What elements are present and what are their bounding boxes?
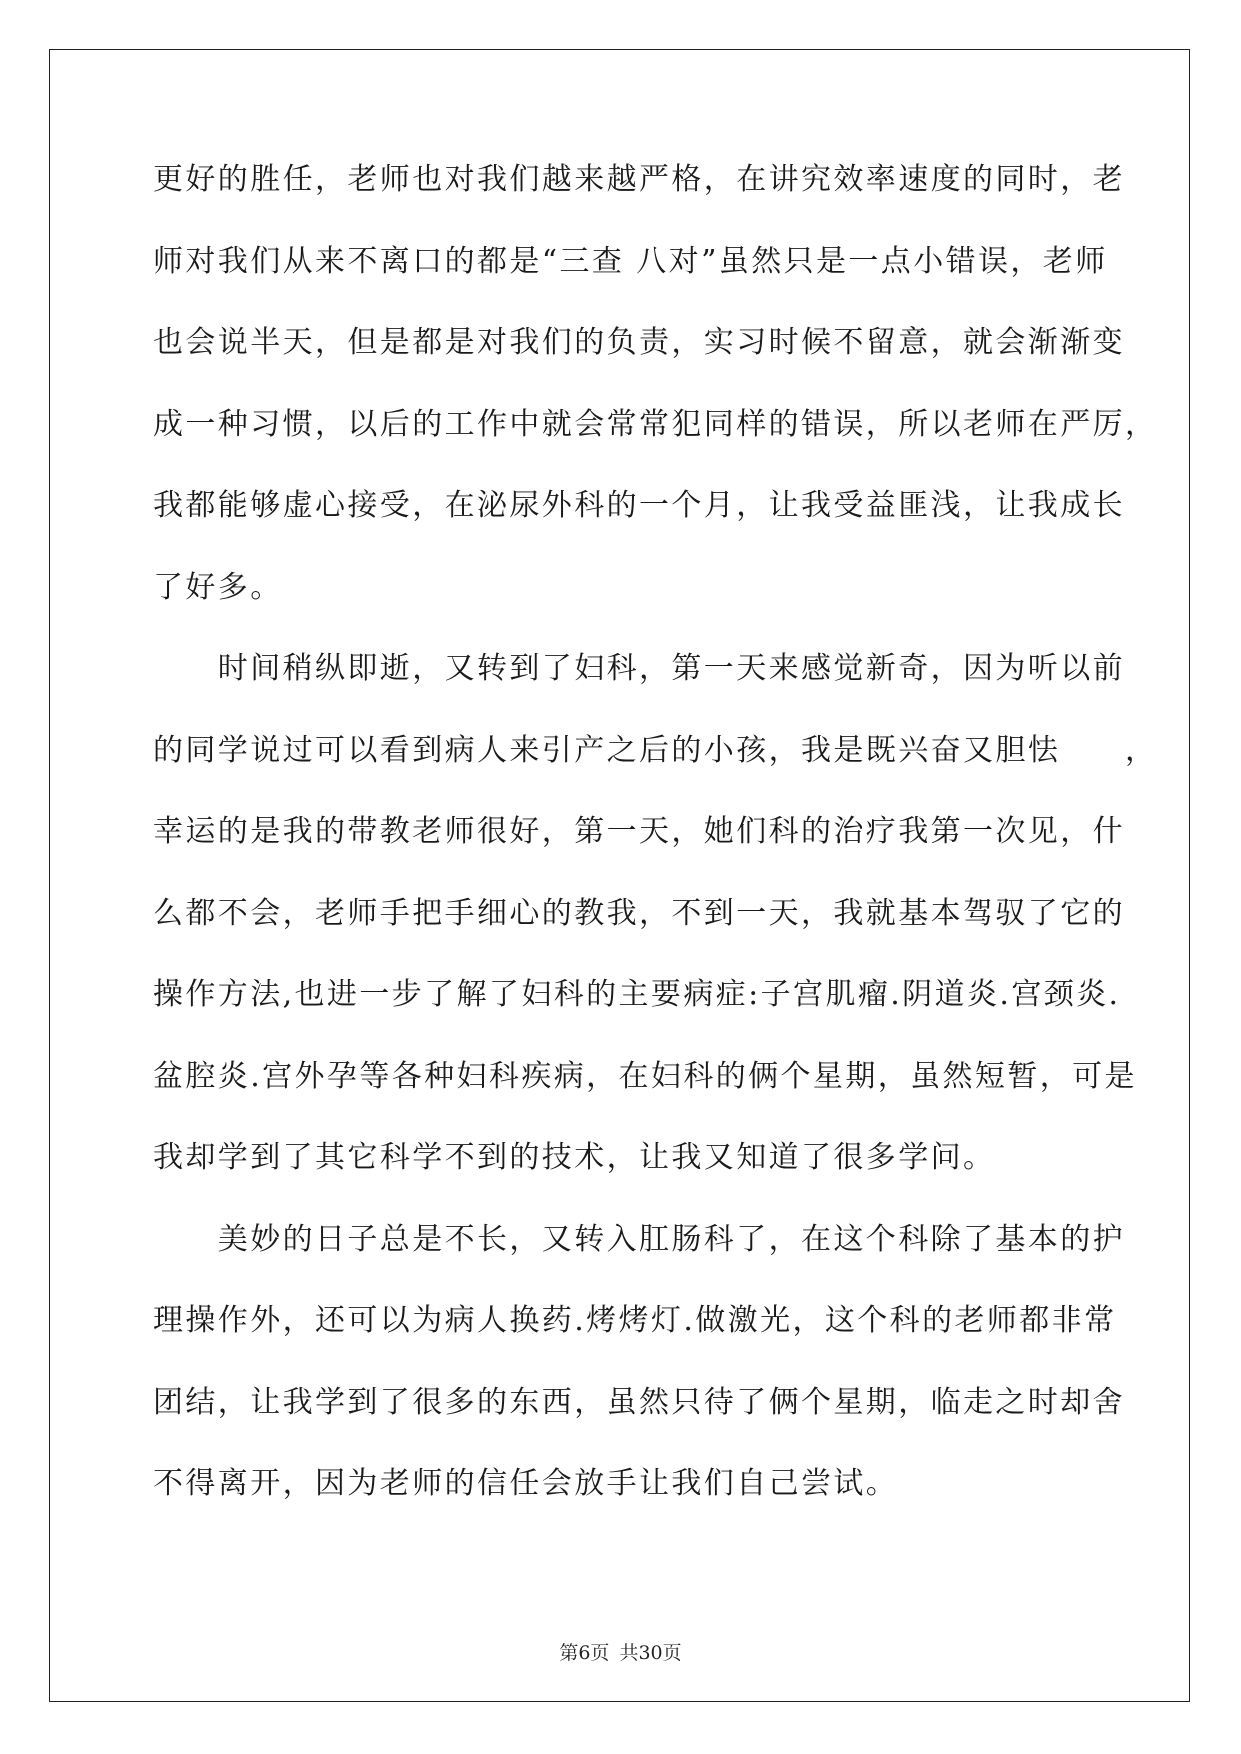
text-line: 美妙的日子总是不长，又转入肛肠科了，在这个科除了基本的护 xyxy=(153,1221,1125,1257)
text-line: 了好多。 xyxy=(153,569,283,605)
text-line: 操作方法,也进一步了解了妇科的主要病症:子宫肌瘤.阴道炎.宫颈炎. xyxy=(153,977,1121,1012)
text-line: 的同学说过可以看到病人来引产之后的小孩，我是既兴奋又胆怯 ， xyxy=(153,732,1158,768)
text-line: 么都不会，老师手把手细心的教我，不到一天，我就基本驾驭了它的 xyxy=(153,895,1125,931)
text-line: 也会说半天，但是都是对我们的负责，实习时候不留意，就会渐渐变 xyxy=(153,325,1125,360)
text-line: 理操作外，还可以为病人换药.烤烤灯.做激光，这个科的老师都非常 xyxy=(153,1303,1117,1338)
text-line: 不得离开，因为老师的信任会放手让我们自己尝试。 xyxy=(153,1466,899,1501)
page-total: 共30页 xyxy=(619,1642,682,1664)
text-line: 我却学到了其它科学不到的技术，让我又知道了很多学问。 xyxy=(153,1140,996,1175)
text-line: 幸运的是我的带教老师很好，第一天，她们科的治疗我第一次见，什 xyxy=(153,814,1125,849)
text-line: 成一种习惯，以后的工作中就会常常犯同样的错误，所以老师在严厉， xyxy=(153,406,1158,442)
document-body xyxy=(153,162,1158,1548)
text-line: 更好的胜任，老师也对我们越来越严格，在讲究效率速度的同时，老 xyxy=(153,162,1125,197)
page-number: 第6页 xyxy=(559,1642,610,1664)
text-line: 我都能够虚心接受，在泌尿外科的一个月，让我受益匪浅，让我成长 xyxy=(153,488,1125,523)
text-line: 团结，让我学到了很多的东西，虽然只待了俩个星期，临走之时却舍 xyxy=(153,1384,1125,1420)
text-line: 师对我们从来不离口的都是“三查 八对”虽然只是一点小错误，老师 xyxy=(153,243,1108,279)
page-footer xyxy=(0,1638,1241,1665)
text-line: 盆腔炎.宫外孕等各种妇科疾病，在妇科的俩个星期，虽然短暂，可是 xyxy=(153,1058,1137,1094)
text-line: 时间稍纵即逝，又转到了妇科，第一天来感觉新奇，因为听以前 xyxy=(153,651,1125,686)
